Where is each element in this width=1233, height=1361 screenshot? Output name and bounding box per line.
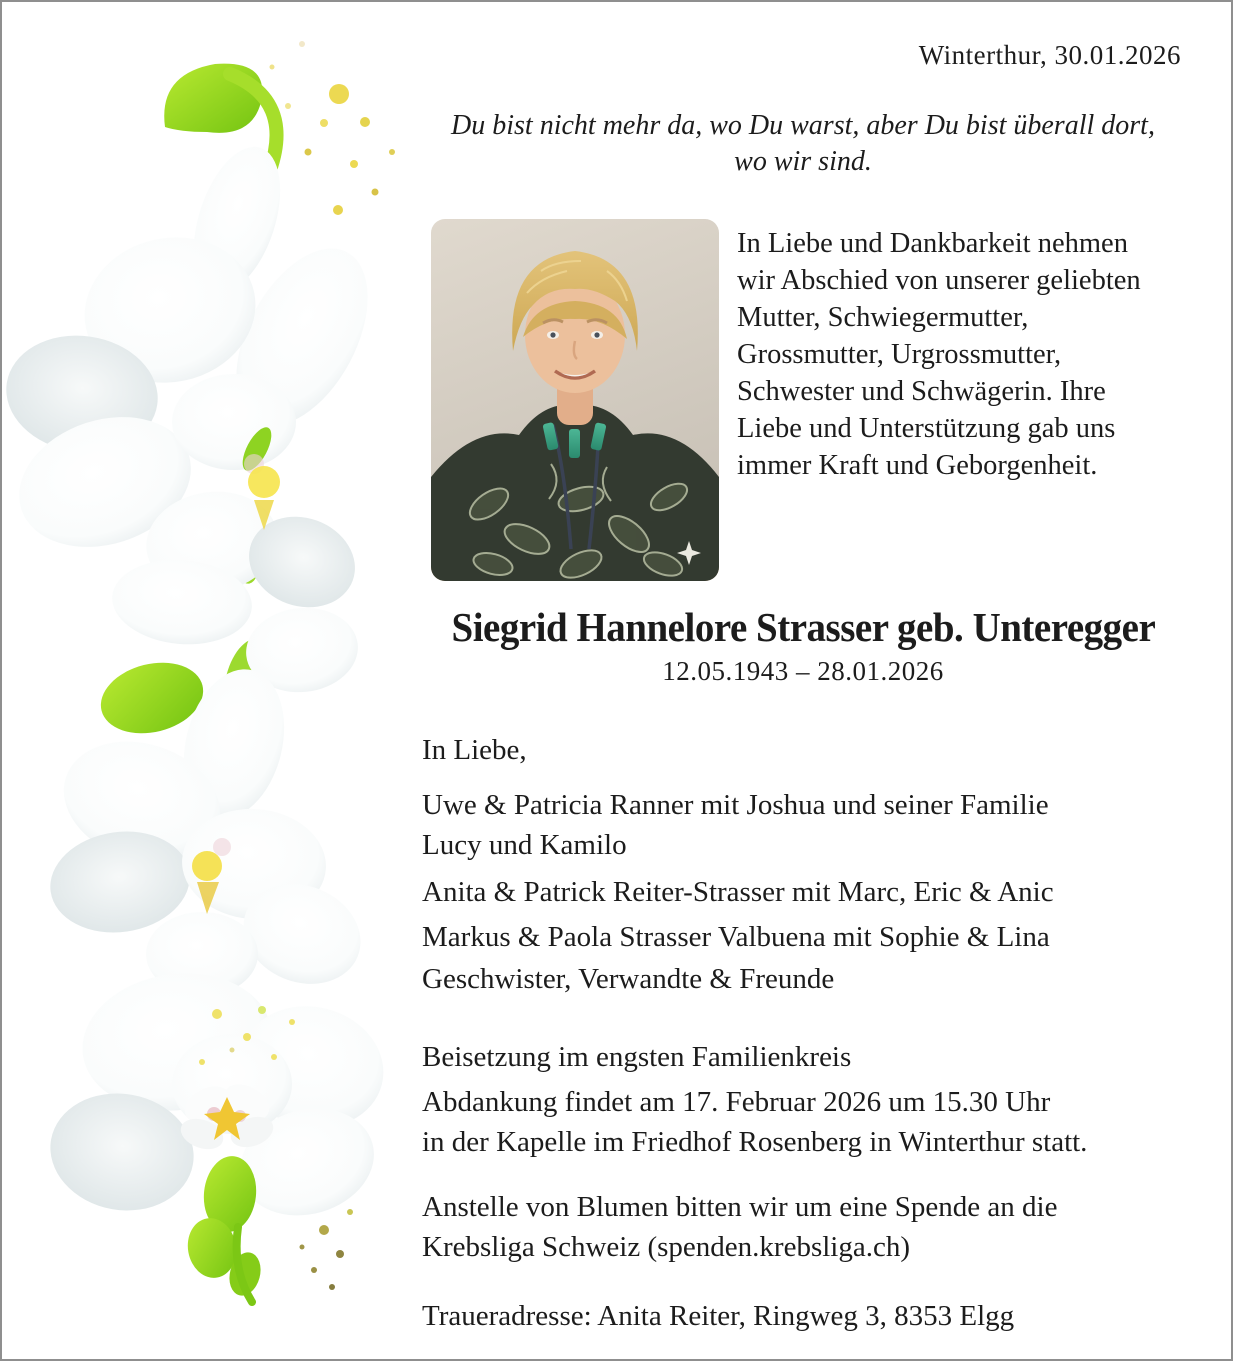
intro-line: Schwester und Schwägerin. Ihre	[737, 376, 1106, 407]
notice-body	[422, 730, 1197, 1336]
deceased-name: Siegrid Hannelore Strasser geb. Unteregger	[451, 604, 1155, 650]
intro-line: wir Abschied von unserer geliebten	[737, 265, 1141, 296]
memorial-quote-line2: wo wir sind.	[734, 146, 872, 177]
mourner-line: Lucy und Kamilo	[422, 829, 627, 861]
intro-line: In Liebe und Dankbarkeit nehmen	[737, 228, 1128, 259]
memorial-quote-line1: Du bist nicht mehr da, wo Du warst, aber Du bist überall dort,	[451, 110, 1155, 141]
intro-line: Liebe und Unterstützung gab uns	[737, 413, 1116, 444]
gold-specks-top	[270, 41, 396, 215]
mourner-line: Uwe & Patricia Ranner mit Joshua und seiner Familie	[422, 789, 1049, 821]
mourner-family-3: Markus & Paola Strasser Valbuena mit Sophie & Lina	[422, 921, 1050, 953]
memorial-quote	[422, 108, 1184, 180]
olive-specks-bottom	[300, 1209, 354, 1290]
salutation: In Liebe,	[422, 734, 527, 766]
mourner-family-4: Geschwister, Verwandte & Freunde	[422, 963, 835, 995]
portrait-photo	[431, 219, 719, 581]
orchid-blossom-middle	[44, 602, 376, 1001]
donation-line: Anstelle von Blumen bitten wir um eine Spende an die	[422, 1191, 1058, 1223]
deceased-dates: 12.05.1943 – 28.01.2026	[662, 656, 944, 686]
deceased-header	[422, 603, 1184, 687]
service-line: in der Kapelle im Friedhof Rosenberg in Winterthur statt.	[422, 1126, 1088, 1158]
orchid-decoration	[2, 2, 412, 1359]
mourning-address: Traueradresse: Anita Reiter, Ringweg 3, 8353 Elgg	[422, 1300, 1015, 1332]
donation-line: Krebsliga Schweiz (spenden.krebsliga.ch)	[422, 1231, 911, 1263]
green-leaf-top	[164, 64, 262, 133]
intro-line: immer Kraft und Geborgenheit.	[737, 450, 1098, 481]
burial-note: Beisetzung im engsten Familienkreis	[422, 1041, 852, 1073]
memorial-service-note	[422, 1082, 1197, 1162]
farewell-intro	[737, 225, 1202, 484]
orchid-blossom-bottom	[41, 961, 396, 1302]
dateline: Winterthur, 30.01.2026	[918, 40, 1181, 70]
intro-line: Grossmutter, Urgrossmutter,	[737, 339, 1062, 370]
mourner-family-2: Anita & Patrick Reiter-Strasser mit Marc, Eric & Anic	[422, 876, 1054, 908]
mourner-family-1	[422, 785, 1197, 865]
intro-line: Mutter, Schwiegermutter,	[737, 302, 1029, 333]
donation-note	[422, 1187, 1197, 1267]
service-line: Abdankung findet am 17. Februar 2026 um 15.30 Uhr	[422, 1086, 1051, 1118]
